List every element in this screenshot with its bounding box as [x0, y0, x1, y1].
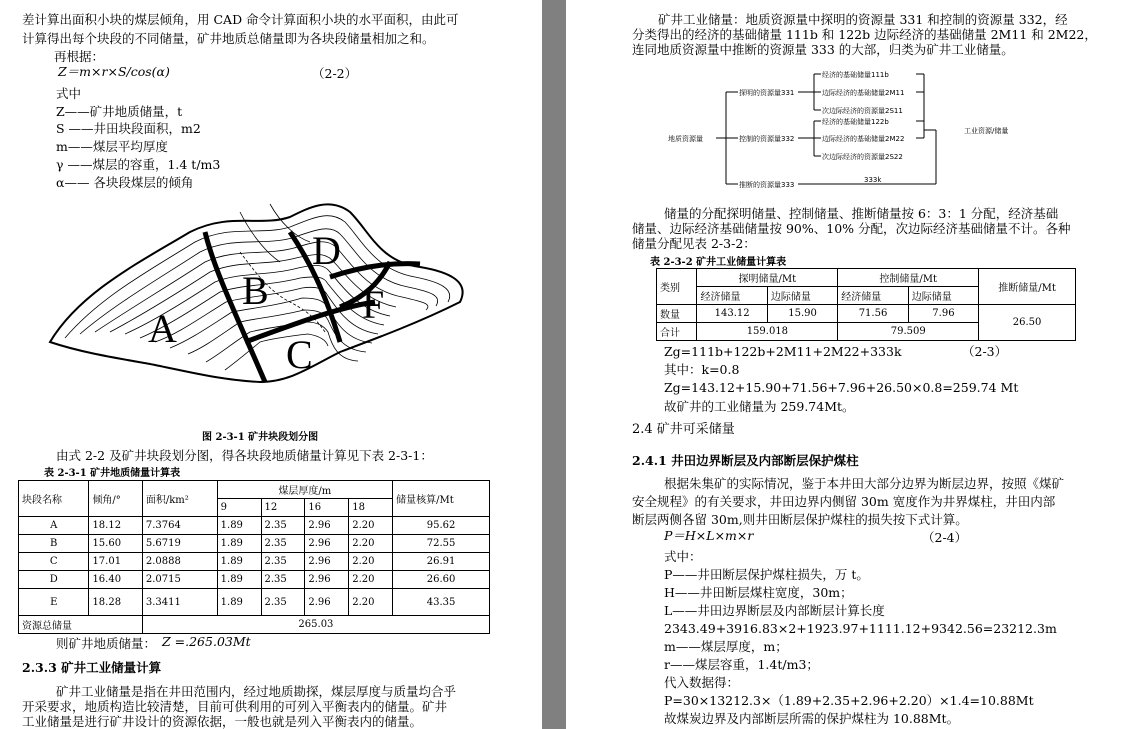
map-label-d: D: [312, 228, 341, 273]
diagram-root: 地质资源量: [668, 135, 703, 143]
diagram-branch-331: 探明的资源量331: [739, 89, 795, 97]
th-thickness: 煤层厚度/m: [217, 481, 392, 499]
diagram-target: 工业资源/储量: [964, 127, 1009, 135]
definition: γ ——煤层的容重，1.4 t/m3: [56, 157, 221, 172]
cell: 95.62: [393, 517, 490, 535]
th-seam: 16: [305, 499, 349, 517]
formula-2-4: P＝H×L×m×r: [664, 528, 754, 543]
cell: 2.20: [349, 535, 393, 553]
cell: C: [19, 553, 89, 571]
calc-line: 其中：k=0.8: [664, 362, 740, 377]
cell: 2.20: [349, 553, 393, 571]
block-division-map: [40, 192, 480, 392]
cell: 71.56: [838, 305, 908, 323]
cell: 2.96: [305, 535, 349, 553]
cell: 1.89: [217, 589, 261, 616]
para-line: 连同地质资源量中推断的资源量 333 的大部，归类为矿井工业储量。: [632, 42, 1014, 57]
th-area: 面积/km²: [142, 481, 217, 517]
cell: 2.35: [261, 553, 305, 571]
definition: 2343.49+3916.83×2+1923.97+1111.12+9342.56=23212.3m: [664, 621, 1057, 636]
result-text: 则矿井地质储量：: [56, 636, 157, 651]
definition: P=30×13212.3×（1.89+2.35+2.96+2.20）×1.4=10.88Mt: [664, 693, 1034, 708]
cell: 1.89: [217, 535, 261, 553]
map-label-a: A: [148, 306, 177, 351]
definition: m——煤层平均厚度: [56, 139, 168, 154]
formula-number: （2-4）: [922, 530, 968, 545]
cell: 1.89: [217, 553, 261, 571]
section-heading: 2.3.3 矿井工业储量计算: [22, 660, 162, 675]
cell: 265.03: [142, 616, 489, 634]
para-line: 矿井工业储量是指在井田范围内，经过地质勘探，煤层厚度与质量均合乎: [56, 684, 457, 699]
reserve-classification-diagram: [666, 66, 1036, 190]
diagram-leaf: 边际经济的基础储量2M22: [822, 135, 905, 143]
cell: 16.40: [89, 571, 142, 589]
cell: 15.60: [89, 535, 142, 553]
table-caption: 表 2-3-1 矿井地质储量计算表: [44, 468, 181, 479]
table-row: [657, 305, 1076, 323]
subsection-heading: 2.4.1 井田边界断层及内部断层保护煤柱: [632, 453, 859, 468]
para-line: 由式 2-2 及矿井块段划分图，得各块段地质储量计算见下表 2-3-1：: [56, 448, 433, 463]
cell: 资源总储量: [19, 616, 143, 634]
cell: 17.01: [89, 553, 142, 571]
diagram-leaf-333k: 333k: [864, 176, 882, 184]
th-block-name: 块段名称: [19, 481, 89, 517]
cell: 2.96: [305, 517, 349, 535]
formula-number: （2-3）: [962, 344, 1008, 359]
diagram-leaf: 次边际经济的资源量2S11: [822, 107, 903, 115]
cell: 7.3764: [142, 517, 217, 535]
cell: 合计: [657, 323, 697, 341]
para-line: 储量、边际经济基础储量按 90%、10% 分配，次边际经济基础储量不计。各种: [632, 221, 1071, 236]
table-row: [19, 553, 490, 571]
th-sub: 经济储量: [838, 287, 908, 305]
geological-reserve-table: [18, 480, 490, 634]
th-type: 类别: [657, 269, 697, 305]
cell: 72.55: [393, 535, 490, 553]
cell: E: [19, 589, 89, 616]
cell: 18.28: [89, 589, 142, 616]
cell: 143.12: [697, 305, 767, 323]
cell: 26.91: [393, 553, 490, 571]
formula-2-2: Z＝m×r×S/cos(α): [58, 64, 170, 79]
formula-intro: 再根据：: [54, 49, 105, 64]
para-line: 差计算出面积小块的煤层倾角，用 CAD 命令计算面积小块的水平面积，由此可: [22, 12, 459, 27]
cell: 2.35: [261, 571, 305, 589]
cell: 2.20: [349, 589, 393, 616]
cell: D: [19, 571, 89, 589]
result-formula: Z =.265.03Mt: [162, 634, 251, 649]
cell: 26.50: [979, 305, 1076, 341]
diagram-leaf: 边际经济的基础储量2M11: [822, 89, 905, 97]
where-label: 式中: [56, 86, 82, 101]
table-row-total: [19, 616, 490, 634]
table-row: [19, 535, 490, 553]
para-line: 安全规程》的有关要求，井田边界内侧留 30m 宽度作为井界煤柱，井田内部: [632, 494, 1056, 509]
where-label: 式中：: [664, 549, 702, 564]
cell: 2.0715: [142, 571, 217, 589]
diagram-leaf: 次边际经济的资源量2S22: [822, 153, 903, 161]
cell: 数量: [657, 305, 697, 323]
cell: 1.89: [217, 517, 261, 535]
formula-number: （2-2）: [312, 66, 358, 81]
table-row: [19, 517, 490, 535]
cell: 2.96: [305, 571, 349, 589]
definition: 代入数据得：: [664, 675, 740, 690]
table-row: [19, 571, 490, 589]
right-page: [566, 0, 1128, 729]
section-heading: 2.4 矿井可采储量: [632, 422, 735, 437]
cell: 3.3411: [142, 589, 217, 616]
diagram-leaf: 经济的基础储量111b: [822, 71, 889, 79]
definition: Z——矿井地质储量，t: [56, 104, 183, 119]
para-line: 断层两侧各留 30m,则井田断层保护煤柱的损失按下式计算。: [632, 512, 968, 527]
table-row: [19, 589, 490, 616]
th-proved: 探明储量/Mt: [697, 269, 838, 287]
cell: B: [19, 535, 89, 553]
cell: 26.60: [393, 571, 490, 589]
map-label-c: C: [286, 332, 313, 377]
figure-caption: 图 2-3-1 矿井块段划分图: [202, 432, 319, 443]
th-sub: 经济储量: [697, 287, 767, 305]
cell: 2.20: [349, 571, 393, 589]
para-line: 储量的分配探明储量、控制储量、推断储量按 6：3：1 分配，经济基础: [664, 206, 1059, 221]
left-page: [0, 0, 542, 729]
th-seam: 12: [261, 499, 305, 517]
map-label-f: F: [362, 282, 385, 327]
th-reserve: 储量核算/Mt: [393, 481, 490, 517]
cell: 2.96: [305, 553, 349, 571]
th-inferred: 推断储量/Mt: [979, 269, 1076, 305]
cell: 159.018: [697, 323, 838, 341]
th-sub: 边际储量: [767, 287, 837, 305]
definition: P——井田断层保护煤柱损失，万 t。: [664, 567, 869, 582]
cell: 2.35: [261, 589, 305, 616]
cell: A: [19, 517, 89, 535]
cell: 18.12: [89, 517, 142, 535]
para-line: 开采要求，地质构造比较清楚，目前可供利用的可列入平衡表内的储量。矿井: [22, 699, 448, 714]
table-caption: 表 2-3-2 矿井工业储量计算表: [650, 257, 787, 268]
cell: 2.20: [349, 517, 393, 535]
diagram-leaf: 经济的基础储量122b: [822, 118, 889, 126]
para-line: 根据朱集矿的实际情况，鉴于本井田大部分边界为断层边界，按照《煤矿: [664, 476, 1065, 491]
cell: 79.509: [838, 323, 979, 341]
th-controlled: 控制储量/Mt: [838, 269, 979, 287]
definition: α—— 各块段煤层的倾角: [56, 175, 194, 190]
cell: 2.96: [305, 589, 349, 616]
diagram-branch-333: 推断的资源量333: [739, 181, 795, 189]
th-seam: 9: [217, 499, 261, 517]
calc-line: Zg=143.12+15.90+71.56+7.96+26.50×0.8=259.74 Mt: [664, 380, 1019, 395]
definition: L——井田边界断层及内部断层计算长度: [664, 603, 885, 618]
para-line: 储量分配见表 2-3-2：: [632, 236, 756, 251]
cell: 1.89: [217, 571, 261, 589]
definition: S ——井田块段面积，m2: [56, 121, 201, 136]
cell: 15.90: [767, 305, 837, 323]
para-line: 计算得出每个块段的不同储量，矿井地质总储量即为各块段储量相加之和。: [22, 31, 435, 46]
cell: 2.0888: [142, 553, 217, 571]
cell: 7.96: [908, 305, 978, 323]
th-sub: 边际储量: [908, 287, 978, 305]
map-label-b: B: [242, 268, 269, 313]
definition: H——井田断层煤柱宽度，30m；: [664, 585, 853, 600]
para-line: 分类得出的经济的基础储量 111b 和 122b 边际经济的基础储量 2M11 和 2M22，: [632, 27, 1097, 42]
calc-line: 故矿井的工业储量为 259.74Mt。: [664, 399, 855, 414]
cell: 2.35: [261, 517, 305, 535]
para-line: 工业储量是进行矿井设计的资源依据，一般也就是列入平衡表内的储量。: [22, 714, 423, 729]
para-line: 矿井工业储量：地质资源量中探明的资源量 331 和控制的资源量 332，经: [658, 12, 1068, 27]
calc-line: Zg=111b+122b+2M11+2M22+333k: [664, 344, 902, 359]
diagram-branch-332: 控制的资源量332: [739, 135, 795, 143]
th-seam: 18: [349, 499, 393, 517]
cell: 5.6719: [142, 535, 217, 553]
definition: r——煤层容重，1.4t/m3；: [664, 657, 819, 672]
industrial-reserve-table: [656, 268, 1076, 341]
th-angle: 倾角/°: [89, 481, 142, 517]
cell: 2.35: [261, 535, 305, 553]
definition: m——煤层厚度，m；: [664, 639, 788, 654]
definition: 故煤炭边界及内部断层所需的保护煤柱为 10.88Mt。: [664, 711, 960, 726]
cell: 43.35: [393, 589, 490, 616]
